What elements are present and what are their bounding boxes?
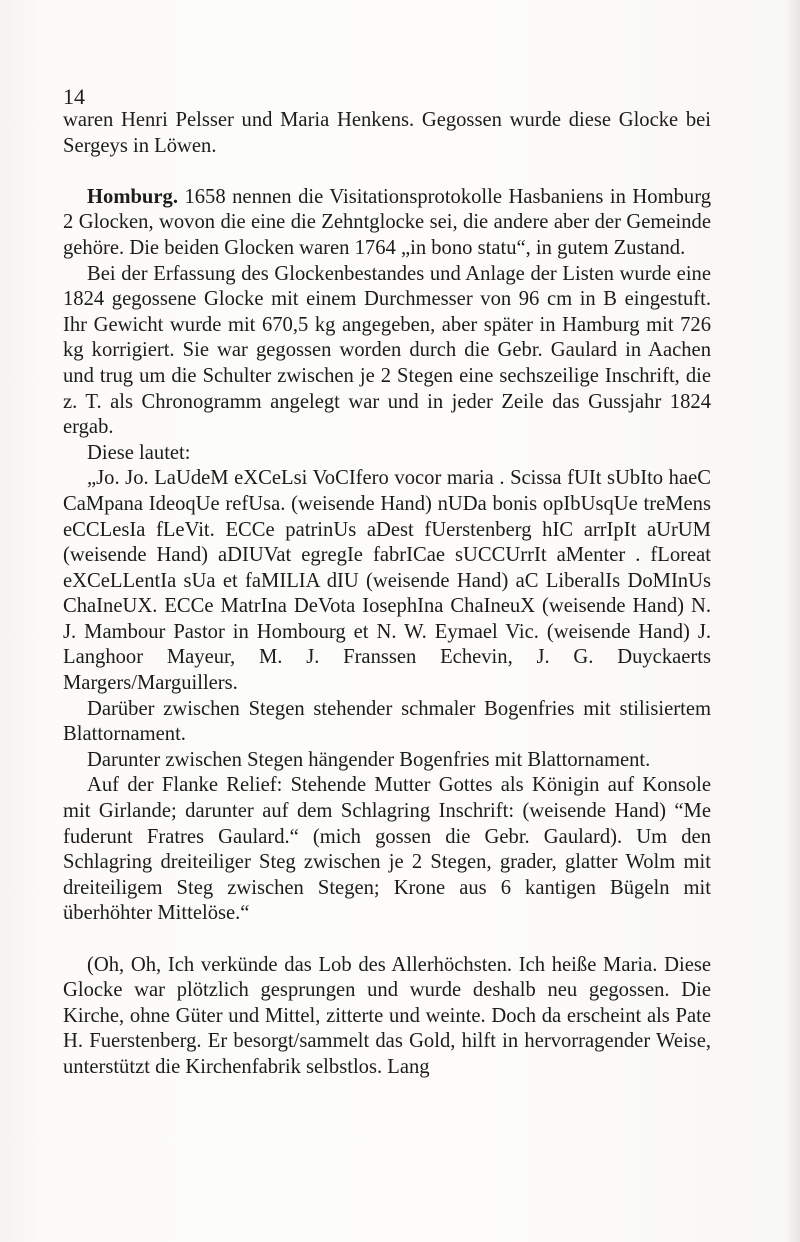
section-heading-homburg: Homburg.: [87, 185, 178, 208]
body-text: [63, 108, 711, 1081]
paragraph-inscription: „Jo. Jo. LaUdeM eXCeLsi VoCIfero vocor maria . Scissa fUIt sUbIto haeC CaMpana IdeoqUe refUsa. (weisende Hand) nUDa bonis opIbUsqUe treMens eCCLesIa fLeVit. ECCe patrinUs aDest fUerstenberg hIC arrIpIt aUrUM (weisende Hand) aDIUVat egregIe fabrICae sUCCUrrIt aMenter . fLoreat eXCeLLentIa sUa et faMILIA dIU (weisende Hand) aC LiberalIs DoMInUs ChaIneUX. ECCe MatrIna DeVota IosephIna ChaIneuX (weisende Hand) N. J. Mambour Pastor in Hombourg et N. W. Eymael Vic. (weisende Hand) J. Langhoor Mayeur, M. J. Franssen Echevin, J. G. Duyckaerts Margers/Marguillers.: [63, 467, 711, 695]
paragraph-homburg-text: 1658 nennen die Visitationsprotokolle Hasbaniens in Homburg 2 Glocken, wovon die eine die Zehntglocke sei, die andere aber der Gemeinde gehöre. Die beiden Glocken waren 1764 „in bono statu“, in gutem Zustand.: [63, 185, 711, 259]
paragraph-homburg: [63, 185, 711, 262]
page-number: 14: [63, 84, 85, 109]
paragraph-frieze-bottom: Darunter zwischen Stegen hängender Bogenfries mit Blattornament.: [87, 748, 651, 771]
paragraph-frieze-top: Darüber zwischen Stegen stehender schmaler Bogenfries mit stilisiertem Blattornament.: [63, 697, 711, 746]
paragraph-relief: Auf der Flanke Relief: Stehende Mutter Gottes als Königin auf Konsole mit Girlande; darunter auf dem Schlagring Inschrift: (weisende Hand) “Me fuderunt Fratres Gaulard.“ (mich gossen die Gebr. Gaulard). Um den Schlagring dreiteiliger Steg zwischen je 2 Stegen, grader, glatter Wolm mit dreiteiligem Steg zwischen Stegen; Krone aus 6 kantigen Bügeln mit überhöhter Mittelöse.“: [63, 774, 711, 925]
paragraph-translation: (Oh, Oh, Ich verkünde das Lob des Allerhöchsten. Ich heiße Maria. Diese Glocke war plötzlich gesprungen und wurde deshalb neu gegossen. Die Kirche, ohne Güter und Mittel, zitterte und weinte. Doch da erscheint als Pate H. Fuerstenberg. Er besorgt/sammelt das Gold, hilft in hervorragender Weise, unterstützt die Kirchenfabrik selbstlos. Lang: [63, 953, 711, 1078]
paragraph-intro-inscription: Diese lautet:: [87, 441, 191, 464]
page-edge-shadow: [786, 0, 800, 1242]
paragraph-bell-description: Bei der Erfassung des Glockenbestandes und Anlage der Listen wurde eine 1824 gegossene Glocke mit einem Durchmesser von 96 cm in B eingestuft. Ihr Gewicht wurde mit 670,5 kg angegeben, aber später in Hamburg mit 726 kg korrigiert. Sie war gegossen worden durch die Gebr. Gaulard in Aachen und trug um die Schulter zwischen je 2 Stegen eine sechszeilige Inschrift, die z. T. als Chronogramm angelegt war und in jeder Zeile das Gussjahr 1824 ergab.: [63, 262, 711, 439]
paragraph-continuation: waren Henri Pelsser und Maria Henkens. Gegossen wurde diese Glocke bei Sergeys in Löwen.: [63, 109, 711, 157]
